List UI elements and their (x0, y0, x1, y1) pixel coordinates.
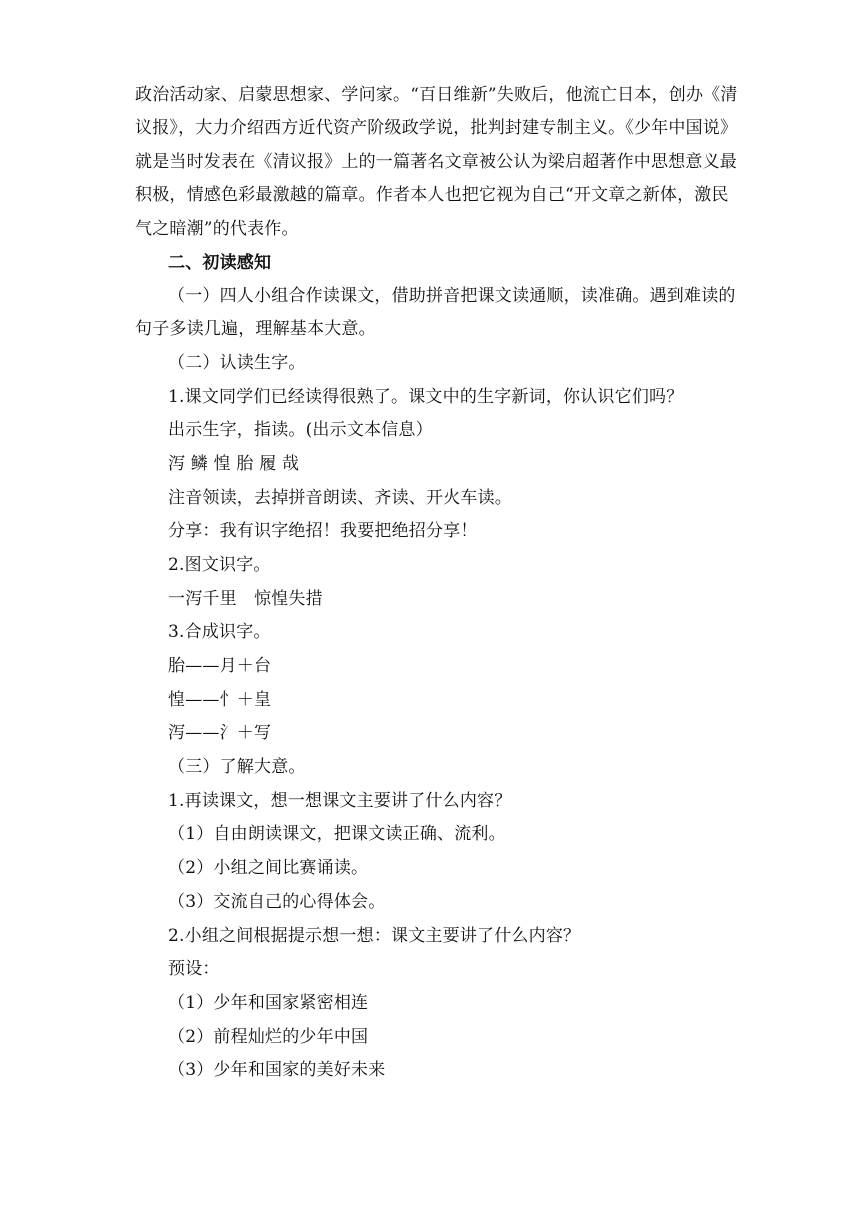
intro-line: 议报》，大力介绍西方近代资产阶级政学说，批判封建专制主义。《少年中国说》 (135, 118, 738, 138)
compose-item: 胎——月＋台 (168, 656, 272, 676)
step1-text: 1.课文同学们已经读得很熟了。课文中的生字新词，你认识它们吗？ (168, 387, 684, 407)
intro-line: 政治活动家、启蒙思想家、学问家。“百日维新”失败后，他流亡日本，创办《清 (135, 85, 738, 105)
preset-item: （2）前程灿烂的少年中国 (168, 1027, 369, 1047)
step2-text: 2.图文识字。 (168, 555, 271, 575)
step3-1-text: 1.再读课文，想一想课文主要讲了什么内容？ (168, 791, 512, 811)
part1-line: （一）四人小组合作读课文，借助拼音把课文读通顺，读准确。遇到难读的 (168, 286, 736, 306)
step3-1-item: （2）小组之间比赛诵读。 (168, 858, 369, 878)
preset-item: （1）少年和国家紧密相连 (168, 993, 369, 1013)
compose-item: 惶——忄＋皇 (168, 690, 272, 710)
new-characters: 泻 鳞 惶 胎 履 哉 (168, 454, 300, 474)
intro-line: 就是当时发表在《清议报》上的一篇著名文章被公认为梁启超著作中思想意义最 (135, 152, 737, 172)
section-heading: 二、初读感知 (168, 253, 272, 273)
intro-line: 气之暗潮”的代表作。 (135, 219, 299, 239)
part3-title: （三）了解大意。 (168, 757, 306, 777)
step3-1-item: （1）自由朗读课文，把课文读正确、流利。 (168, 824, 506, 844)
compose-item: 泻——氵＋写 (168, 723, 272, 743)
intro-line: 积极，情感色彩最激越的篇章。作者本人也把它视为自己“开文章之新体，激民 (135, 185, 729, 205)
preset-item: （3）少年和国家的美好未来 (168, 1060, 386, 1080)
preset-label: 预设： (168, 959, 220, 979)
reading-methods: 注音领读，去掉拼音朗读、齐读、开火车读。 (168, 488, 512, 508)
show-chars-text: 出示生字，指读。(出示文本信息） (168, 420, 433, 440)
step3-1-item: （3）交流自己的心得体会。 (168, 892, 386, 912)
step3-2-text: 2.小组之间根据提示想一想：课文主要讲了什么内容？ (168, 926, 581, 946)
step3-text: 3.合成识字。 (168, 622, 271, 642)
share-text: 分享：我有识字绝招！我要把绝招分享！ (168, 521, 478, 541)
part1-line: 句子多读几遍，理解基本大意。 (135, 319, 376, 339)
part2-title: （二）认读生字。 (168, 353, 306, 373)
idioms-text: 一泻千里 惊惶失措 (168, 589, 323, 609)
